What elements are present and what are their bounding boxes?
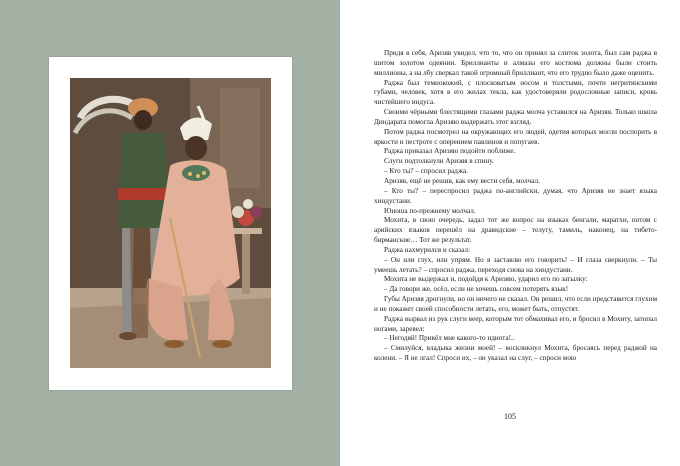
paragraph: Губы Аризяя дрогнули, но он ничего не сказал. Он решил, что если представится глухим и не покажет своей способности летать, его, может быть, отпустят. [374, 295, 657, 313]
body-text [374, 49, 657, 364]
paragraph: Мохита не выдержал и, подойдя к Аризяю, ударил его по затылку: [384, 275, 588, 284]
paragraph: Мохита, в свою очередь, задал тот же вопрос на языках бенгали, маратхи, потом с арийских языков перешёл на дравидские – телугу, тамиль, наконец, на тибето-бирманские… Тот же результат. [374, 216, 657, 245]
illustration [70, 78, 271, 368]
illustration-frame [49, 57, 292, 390]
paragraph: Раджа нахмурился и сказал: [384, 245, 470, 254]
paragraph: Придя в себя, Аризяв увидел, что то, что он принял за слиток золота, был сам раджа в шитом золотом одеянии. Бриллианты и алмазы его костюма должны были стоить миллионы, а на лбу сверкал такой огромный бриллиант, что его трудно было даже оценить. [374, 49, 657, 77]
paragraph: Аризяв, ещё не решив, как ему вести себя, молчал. [384, 176, 540, 185]
paragraph: Своими чёрными блестящими глазами раджа молча уставился на Аризяя. Только школа Диндарата помогла Аризяю выдержать этот взгляд. [374, 108, 657, 126]
paragraph: Потом раджа посмотрел на окружающих его людей, одетия которых могли поспорить в яркости и пестроте с оперением павлинов и попугаев. [374, 127, 657, 146]
paragraph: – Да говори же, осёл, если не хочешь совсем потерять язык! [384, 285, 569, 294]
paragraph: Раджа был темнокожий, с плосковатым носом и толстыми, почти негритянскими губами, человек, хотя в его жилах текла, как удостоверяли родословные записи, кровь чистейшего индуса. [374, 78, 657, 107]
raja-illustration [70, 78, 271, 368]
paragraph: Раджа приказал Аризяю подойти поближе. [384, 147, 516, 156]
page-number: 105 [504, 412, 516, 421]
paragraph: – Смилуйся, владыка жизни моей! – воскликнул Мохита, бросаясь перед раджой на колени. – Я не лгал! Спроси их, – он указал на слуг, – спроси мою [374, 344, 657, 363]
paragraph: – Негодяй! Привёл мне какого-то идиота!.. [384, 334, 515, 343]
paragraph: Юноша по-прежнему молчал. [384, 206, 476, 215]
paragraph: Раджа вырвал из рук слуги веер, которым тот обмахивал его, и бросил в Мохиту, затопал ногами, заревел: [374, 314, 657, 333]
paragraph: – Кто ты? – переспросил раджа по-английски, думая, что Аризяв не знает языка хиндустани. [374, 186, 657, 205]
paragraph: – Кто ты? – спросил раджа. [384, 167, 468, 176]
paragraph: – Он или глух, или упрям. Но я заставлю его говорить! – И глаза сверкнули. – Ты умеешь летать? – спросил раджа, переходя снова на хиндустани. [374, 255, 657, 274]
right-page [340, 0, 680, 466]
paragraph: Слуги подтолкнули Аризяя в спину. [384, 157, 494, 166]
